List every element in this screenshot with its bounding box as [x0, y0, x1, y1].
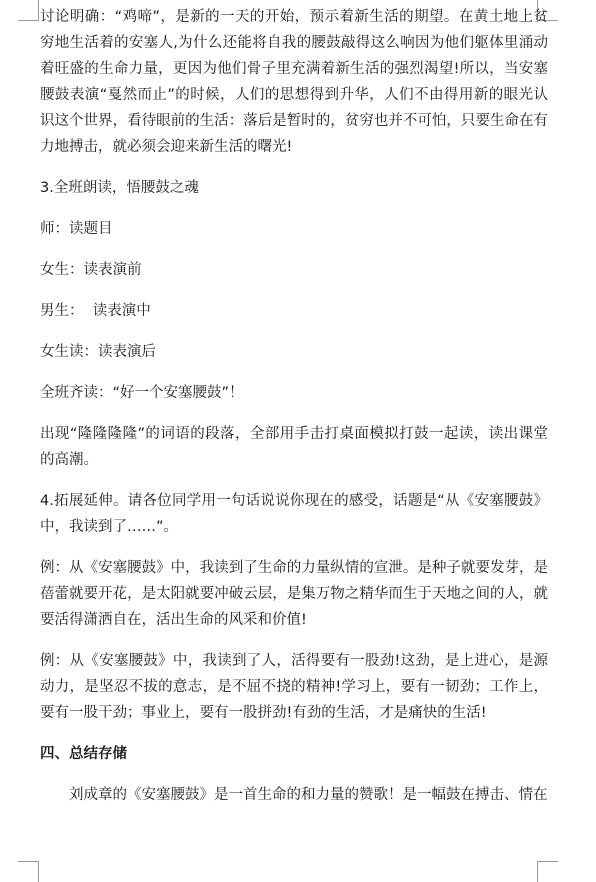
- paragraph-class-reading: 全班齐读：“好一个安塞腰鼓”！: [40, 385, 244, 401]
- crop-mark-bottom-right: [537, 861, 558, 882]
- crop-mark-top-left: [18, 0, 39, 21]
- paragraph-girls-before: 女生：读表演前: [40, 262, 142, 278]
- paragraph-example-2: 例：从《安塞腰鼓》中，我读到了人，活得要有一股劲!这劲，是上进心，是源动力，是坚忍不拔的意志，是不屈不挠的精神!学习上，要有一韧劲；工作上，要有一股干劲；事业上，要有一股拼劲!有劲的生活，才是痛快的生活!: [40, 653, 548, 721]
- paragraph-example-1: 例：从《安塞腰鼓》中，我读到了生命的力量纵情的宣泄。是种子就要发芽，是蓓蕾就要开花，是太阳就要冲破云层，是集万物之精华而生于天地之间的人，就要活得潇洒自在，活出生命的风采和价值!: [40, 560, 548, 628]
- paragraph-teacher: 师：读题目: [40, 221, 113, 237]
- paragraph-drumming: 出现“隆隆隆隆”的词语的段落，全部用手击打桌面模拟打鼓一起读，读出课堂的高潮。: [40, 426, 548, 468]
- crop-mark-bottom-left: [18, 861, 39, 882]
- paragraph-step-4: 4.拓展延伸。请各位同学用一句话说说你现在的感受，话题是“从《安塞腰鼓》中，我读到了……”。: [40, 493, 548, 535]
- paragraph-girls-after: 女生读：读表演后: [40, 344, 156, 360]
- paragraph-summary: 刘成章的《安塞腰鼓》是一首生命的和力量的赞歌！是一幅鼓在搏击、情在: [69, 787, 548, 803]
- paragraph-discussion: 讨论明确：“鸡啼”，是新的一天的开始，预示着新生活的期望。在黄土地上贫穷地生活着的安塞人,为什么还能将自我的腰鼓敲得这么响因为他们躯体里涌动着旺盛的生命力量，更因为他们骨子里充满着新生活的强烈渴望!所以，当安塞腰鼓表演“戛然而止”的时候，人们的思想得到升华，人们不由得用新的眼光认识这个世界，看待眼前的生活：落后是暂时的，贫穷也并不可怕，只要生命在有力地搏击，就必须会迎来新生活的曙光!: [40, 9, 548, 155]
- paragraph-step-3: 3.全班朗读，悟腰鼓之魂: [40, 180, 199, 196]
- document-body: [40, 4, 548, 808]
- paragraph-boys: 男生： 读表演中: [40, 303, 151, 319]
- section-heading-summary: 四、总结存储: [40, 746, 127, 762]
